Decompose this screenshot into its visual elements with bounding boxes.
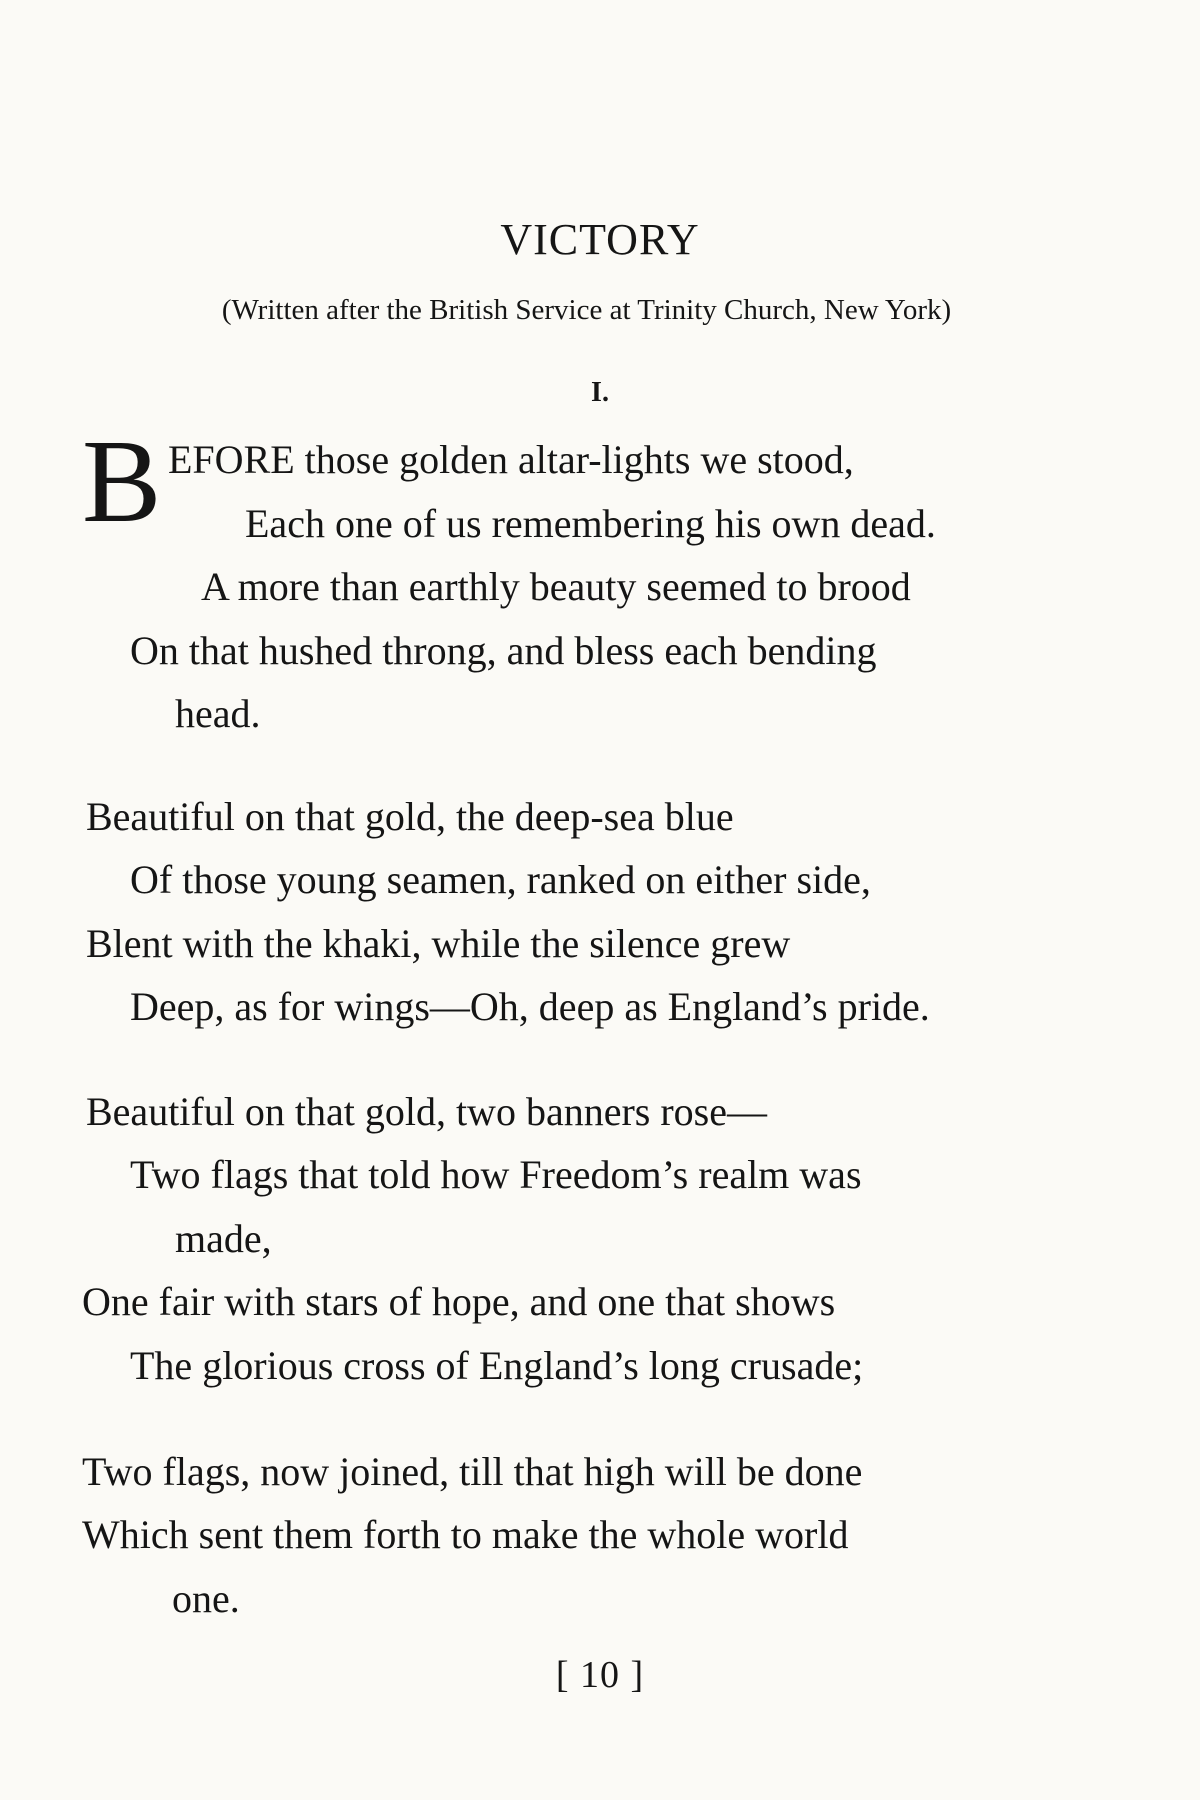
poem-line: On that hushed throng, and bless each bending [130, 628, 877, 673]
poem-line: Each one of us remembering his own dead. [245, 501, 936, 546]
poem-line: Of those young seamen, ranked on either side, [130, 857, 871, 902]
poem-line: Beautiful on that gold, the deep-sea blue [86, 794, 734, 839]
poem-line: EFORE those golden altar-lights we stood, [168, 437, 854, 482]
page-number: [ 10 ] [555, 1654, 645, 1696]
poem-line: The glorious cross of England’s long crusade; [130, 1343, 864, 1388]
poem-line: head. [175, 691, 261, 736]
poem-line: Beautiful on that gold, two banners rose— [86, 1089, 767, 1134]
poem-line: A more than earthly beauty seemed to brood [201, 564, 911, 609]
poem-line: one. [172, 1576, 240, 1621]
poem-line: Blent with the khaki, while the silence grew [86, 921, 791, 966]
poem-title: VICTORY [500, 215, 700, 264]
poem-line: Which sent them forth to make the whole world [82, 1512, 849, 1557]
poem-line: One fair with stars of hope, and one that shows [82, 1279, 836, 1324]
section-number: I. [591, 377, 609, 408]
poem-line: Two flags, now joined, till that high will be done [82, 1449, 863, 1494]
poem-line: Deep, as for wings—Oh, deep as England’s pride. [130, 984, 930, 1029]
poem-subtitle: (Written after the British Service at Trinity Church, New York) [221, 294, 952, 326]
poem-line: Two flags that told how Freedom’s realm was [130, 1152, 862, 1197]
drop-cap: B [82, 415, 162, 547]
poem-line: made, [175, 1216, 272, 1261]
